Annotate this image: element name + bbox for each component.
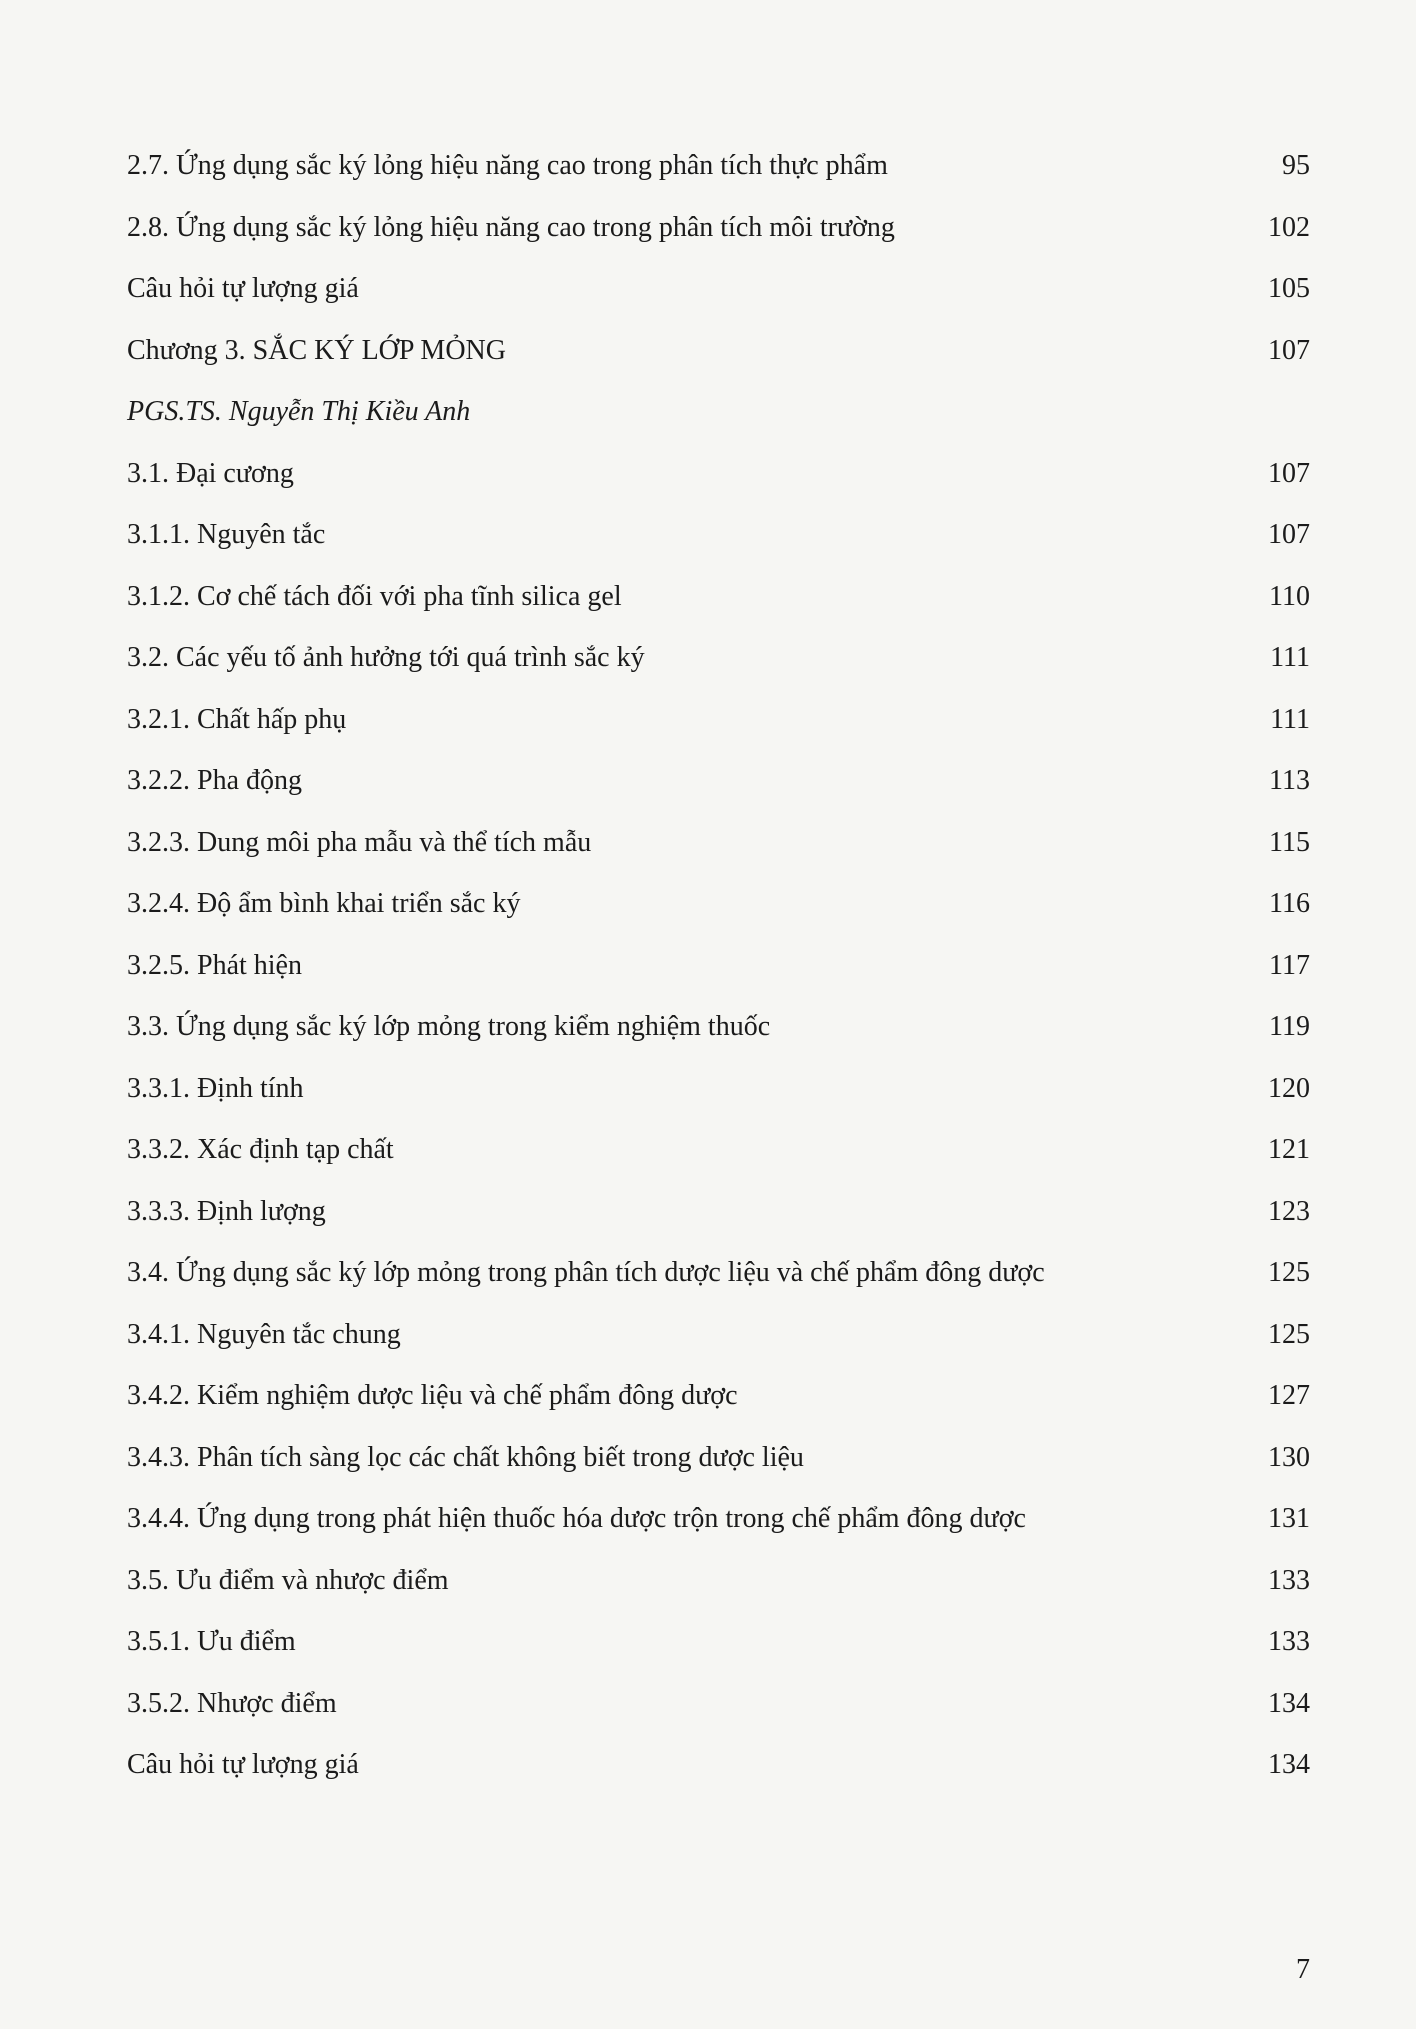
toc-entry-number: 3.2.3. xyxy=(127,826,190,858)
toc-entry-text: Định tính xyxy=(197,1072,304,1104)
toc-entry-title xyxy=(127,1189,326,1235)
toc-entry-text: Nguyên tắc chung xyxy=(197,1318,401,1350)
toc-entry-number: 3.4.3. xyxy=(127,1441,190,1473)
toc-entry-text: Kiểm nghiệm dược liệu và chế phẩm đông dược xyxy=(197,1380,738,1411)
toc-entry-number: 3.1. xyxy=(127,457,169,489)
toc-entry-title xyxy=(127,1004,770,1050)
toc-entry-title xyxy=(127,451,294,497)
toc-entry-page: 117 xyxy=(1269,949,1310,981)
toc-entry-page: 111 xyxy=(1270,642,1310,673)
page-number: 7 xyxy=(1296,1954,1310,1985)
toc-entry-title xyxy=(127,1127,394,1173)
toc-entry-text: Phát hiện xyxy=(197,949,302,981)
toc-entry-number: 3.4. xyxy=(127,1257,169,1288)
toc-entry-title xyxy=(127,328,506,374)
toc-entry-title xyxy=(127,1373,738,1419)
toc-entry-text: Ưu điểm xyxy=(197,1626,296,1657)
toc-entry xyxy=(0,1250,1416,1312)
toc-entry-text: Ưu điểm và nhược điểm xyxy=(176,1564,449,1596)
toc-entry xyxy=(0,328,1416,390)
toc-entry-page: 107 xyxy=(1268,519,1310,550)
toc-entry-number: 3.5.1. xyxy=(127,1626,190,1657)
toc-entry-number: 3.4.4. xyxy=(127,1503,190,1534)
toc-entry xyxy=(0,512,1416,574)
toc-entry xyxy=(0,1742,1416,1804)
toc-entry xyxy=(0,1066,1416,1128)
toc-entry-text: Dung môi pha mẫu và thể tích mẫu xyxy=(197,826,592,858)
toc-entry xyxy=(0,1189,1416,1251)
toc-entry-page: 95 xyxy=(1282,150,1310,181)
toc-entry-text: Ứng dụng sắc ký lớp mỏng trong phân tích dược liệu và chế phẩm đông dược xyxy=(176,1257,1045,1288)
toc-entry-text: Chất hấp phụ xyxy=(197,703,347,735)
toc-entry-text: PGS.TS. Nguyễn Thị Kiều Anh xyxy=(127,396,471,427)
toc-entry xyxy=(0,1558,1416,1620)
toc-entry xyxy=(0,881,1416,943)
toc-entry-title xyxy=(127,758,302,804)
toc-entry-page: 115 xyxy=(1269,826,1310,858)
toc-entry-page: 133 xyxy=(1268,1626,1310,1657)
toc-entry xyxy=(0,1496,1416,1558)
toc-entry-page: 107 xyxy=(1268,457,1310,489)
toc-entry-text: Ứng dụng sắc ký lỏng hiệu năng cao trong phân tích môi trường xyxy=(176,211,895,243)
toc-entry-title xyxy=(127,820,591,866)
toc-entry xyxy=(0,943,1416,1005)
toc-entry-text: Định lượng xyxy=(197,1195,326,1227)
table-of-contents xyxy=(0,143,1416,1804)
toc-entry-text: Pha động xyxy=(197,765,302,796)
toc-entry xyxy=(0,451,1416,513)
toc-entry-number: 3.3.2. xyxy=(127,1134,190,1165)
toc-entry-number: 2.7. xyxy=(127,150,169,181)
toc-entry-page: 125 xyxy=(1268,1257,1310,1288)
toc-entry xyxy=(0,820,1416,882)
toc-entry-text: Ứng dụng trong phát hiện thuốc hóa dược trộn trong chế phẩm đông dược xyxy=(197,1503,1026,1534)
toc-entry-number: 3.3.1. xyxy=(127,1072,190,1104)
toc-entry-number: 3.5. xyxy=(127,1564,169,1596)
toc-entry-title xyxy=(127,943,302,989)
toc-entry-text: Ứng dụng sắc ký lớp mỏng trong kiểm nghiệm thuốc xyxy=(176,1011,771,1042)
toc-entry xyxy=(0,697,1416,759)
toc-entry xyxy=(0,758,1416,820)
toc-entry-number: 3.2.1. xyxy=(127,703,190,735)
toc-entry-title xyxy=(127,1250,1045,1296)
toc-entry-title xyxy=(127,635,645,681)
toc-entry-page: 102 xyxy=(1268,211,1310,243)
toc-entry-text: Các yếu tố ảnh hưởng tới quá trình sắc ký xyxy=(176,642,645,673)
toc-entry-page: 125 xyxy=(1268,1318,1310,1350)
toc-entry-page: 120 xyxy=(1268,1072,1310,1104)
toc-entry-title xyxy=(127,881,520,927)
toc-entry-page: 133 xyxy=(1268,1564,1310,1596)
toc-entry-number: 3.2. xyxy=(127,642,169,673)
toc-entry-number: 3.3. xyxy=(127,1011,169,1042)
toc-entry-number: 3.2.2. xyxy=(127,765,190,796)
toc-entry xyxy=(0,1127,1416,1189)
toc-entry-page: 134 xyxy=(1268,1687,1310,1719)
toc-entry-title xyxy=(127,1066,304,1112)
toc-entry-text: Câu hỏi tự lượng giá xyxy=(127,273,359,304)
toc-entry-page: 107 xyxy=(1268,334,1310,366)
toc-entry-title xyxy=(127,697,346,743)
toc-entry-text: Đại cương xyxy=(176,457,294,489)
toc-entry-number: 3.1.1. xyxy=(127,519,190,550)
toc-entry-page: 110 xyxy=(1269,580,1310,612)
toc-entry xyxy=(0,1435,1416,1497)
toc-entry xyxy=(0,143,1416,205)
toc-entry-text: Câu hỏi tự lượng giá xyxy=(127,1749,359,1780)
toc-entry-text: Độ ẩm bình khai triển sắc ký xyxy=(197,888,521,919)
toc-entry-title xyxy=(127,1558,449,1604)
toc-entry-text: Xác định tạp chất xyxy=(197,1134,394,1165)
toc-entry-page: 105 xyxy=(1268,273,1310,304)
toc-entry-text: Cơ chế tách đối với pha tĩnh silica gel xyxy=(197,580,622,612)
toc-entry-number: 3.4.2. xyxy=(127,1380,190,1411)
toc-entry xyxy=(0,574,1416,636)
toc-entry-title xyxy=(127,574,622,620)
toc-entry xyxy=(0,1312,1416,1374)
toc-entry xyxy=(0,635,1416,697)
toc-entry-page: 113 xyxy=(1269,765,1310,796)
toc-entry-number: 3.5.2. xyxy=(127,1687,190,1719)
toc-entry-title xyxy=(127,1312,401,1358)
toc-entry-page: 131 xyxy=(1268,1503,1310,1534)
toc-entry xyxy=(0,1681,1416,1743)
toc-entry-text: Phân tích sàng lọc các chất không biết trong dược liệu xyxy=(197,1441,804,1473)
toc-entry-title xyxy=(127,266,359,312)
toc-entry-page: 121 xyxy=(1268,1134,1310,1165)
toc-entry-page: 130 xyxy=(1268,1441,1310,1473)
toc-entry-title xyxy=(127,389,470,435)
toc-entry-number: 3.2.4. xyxy=(127,888,190,919)
toc-entry-title xyxy=(127,1681,337,1727)
toc-entry-title xyxy=(127,1435,804,1481)
toc-entry xyxy=(0,1373,1416,1435)
toc-entry-number: 3.4.1. xyxy=(127,1318,190,1350)
toc-entry-number: 3.2.5. xyxy=(127,949,190,981)
toc-entry-title xyxy=(127,205,895,251)
toc-entry-title xyxy=(127,512,325,558)
toc-entry-number: 2.8. xyxy=(127,211,169,243)
toc-entry xyxy=(0,266,1416,328)
toc-entry xyxy=(0,1004,1416,1066)
toc-entry-page: 111 xyxy=(1270,703,1310,735)
toc-entry-text: Nguyên tắc xyxy=(197,519,326,550)
toc-entry-number: 3.1.2. xyxy=(127,580,190,612)
toc-entry-page: 119 xyxy=(1269,1011,1310,1042)
toc-entry-page: 116 xyxy=(1269,888,1310,919)
toc-entry xyxy=(0,205,1416,267)
toc-entry-text: Nhược điểm xyxy=(197,1687,337,1719)
toc-entry-number: 3.3.3. xyxy=(127,1195,190,1227)
toc-entry-page: 134 xyxy=(1268,1749,1310,1780)
toc-entry-title xyxy=(127,1619,296,1665)
toc-entry-text: Ứng dụng sắc ký lỏng hiệu năng cao trong phân tích thực phẩm xyxy=(176,150,888,181)
toc-entry-text: Chương 3. SẮC KÝ LỚP MỎNG xyxy=(127,334,506,366)
toc-entry-page: 127 xyxy=(1268,1380,1310,1411)
toc-entry xyxy=(0,1619,1416,1681)
toc-entry-title xyxy=(127,1496,1026,1542)
toc-entry-title xyxy=(127,1742,359,1788)
toc-entry xyxy=(0,389,1416,451)
toc-entry-page: 123 xyxy=(1268,1195,1310,1227)
toc-entry-title xyxy=(127,143,888,189)
